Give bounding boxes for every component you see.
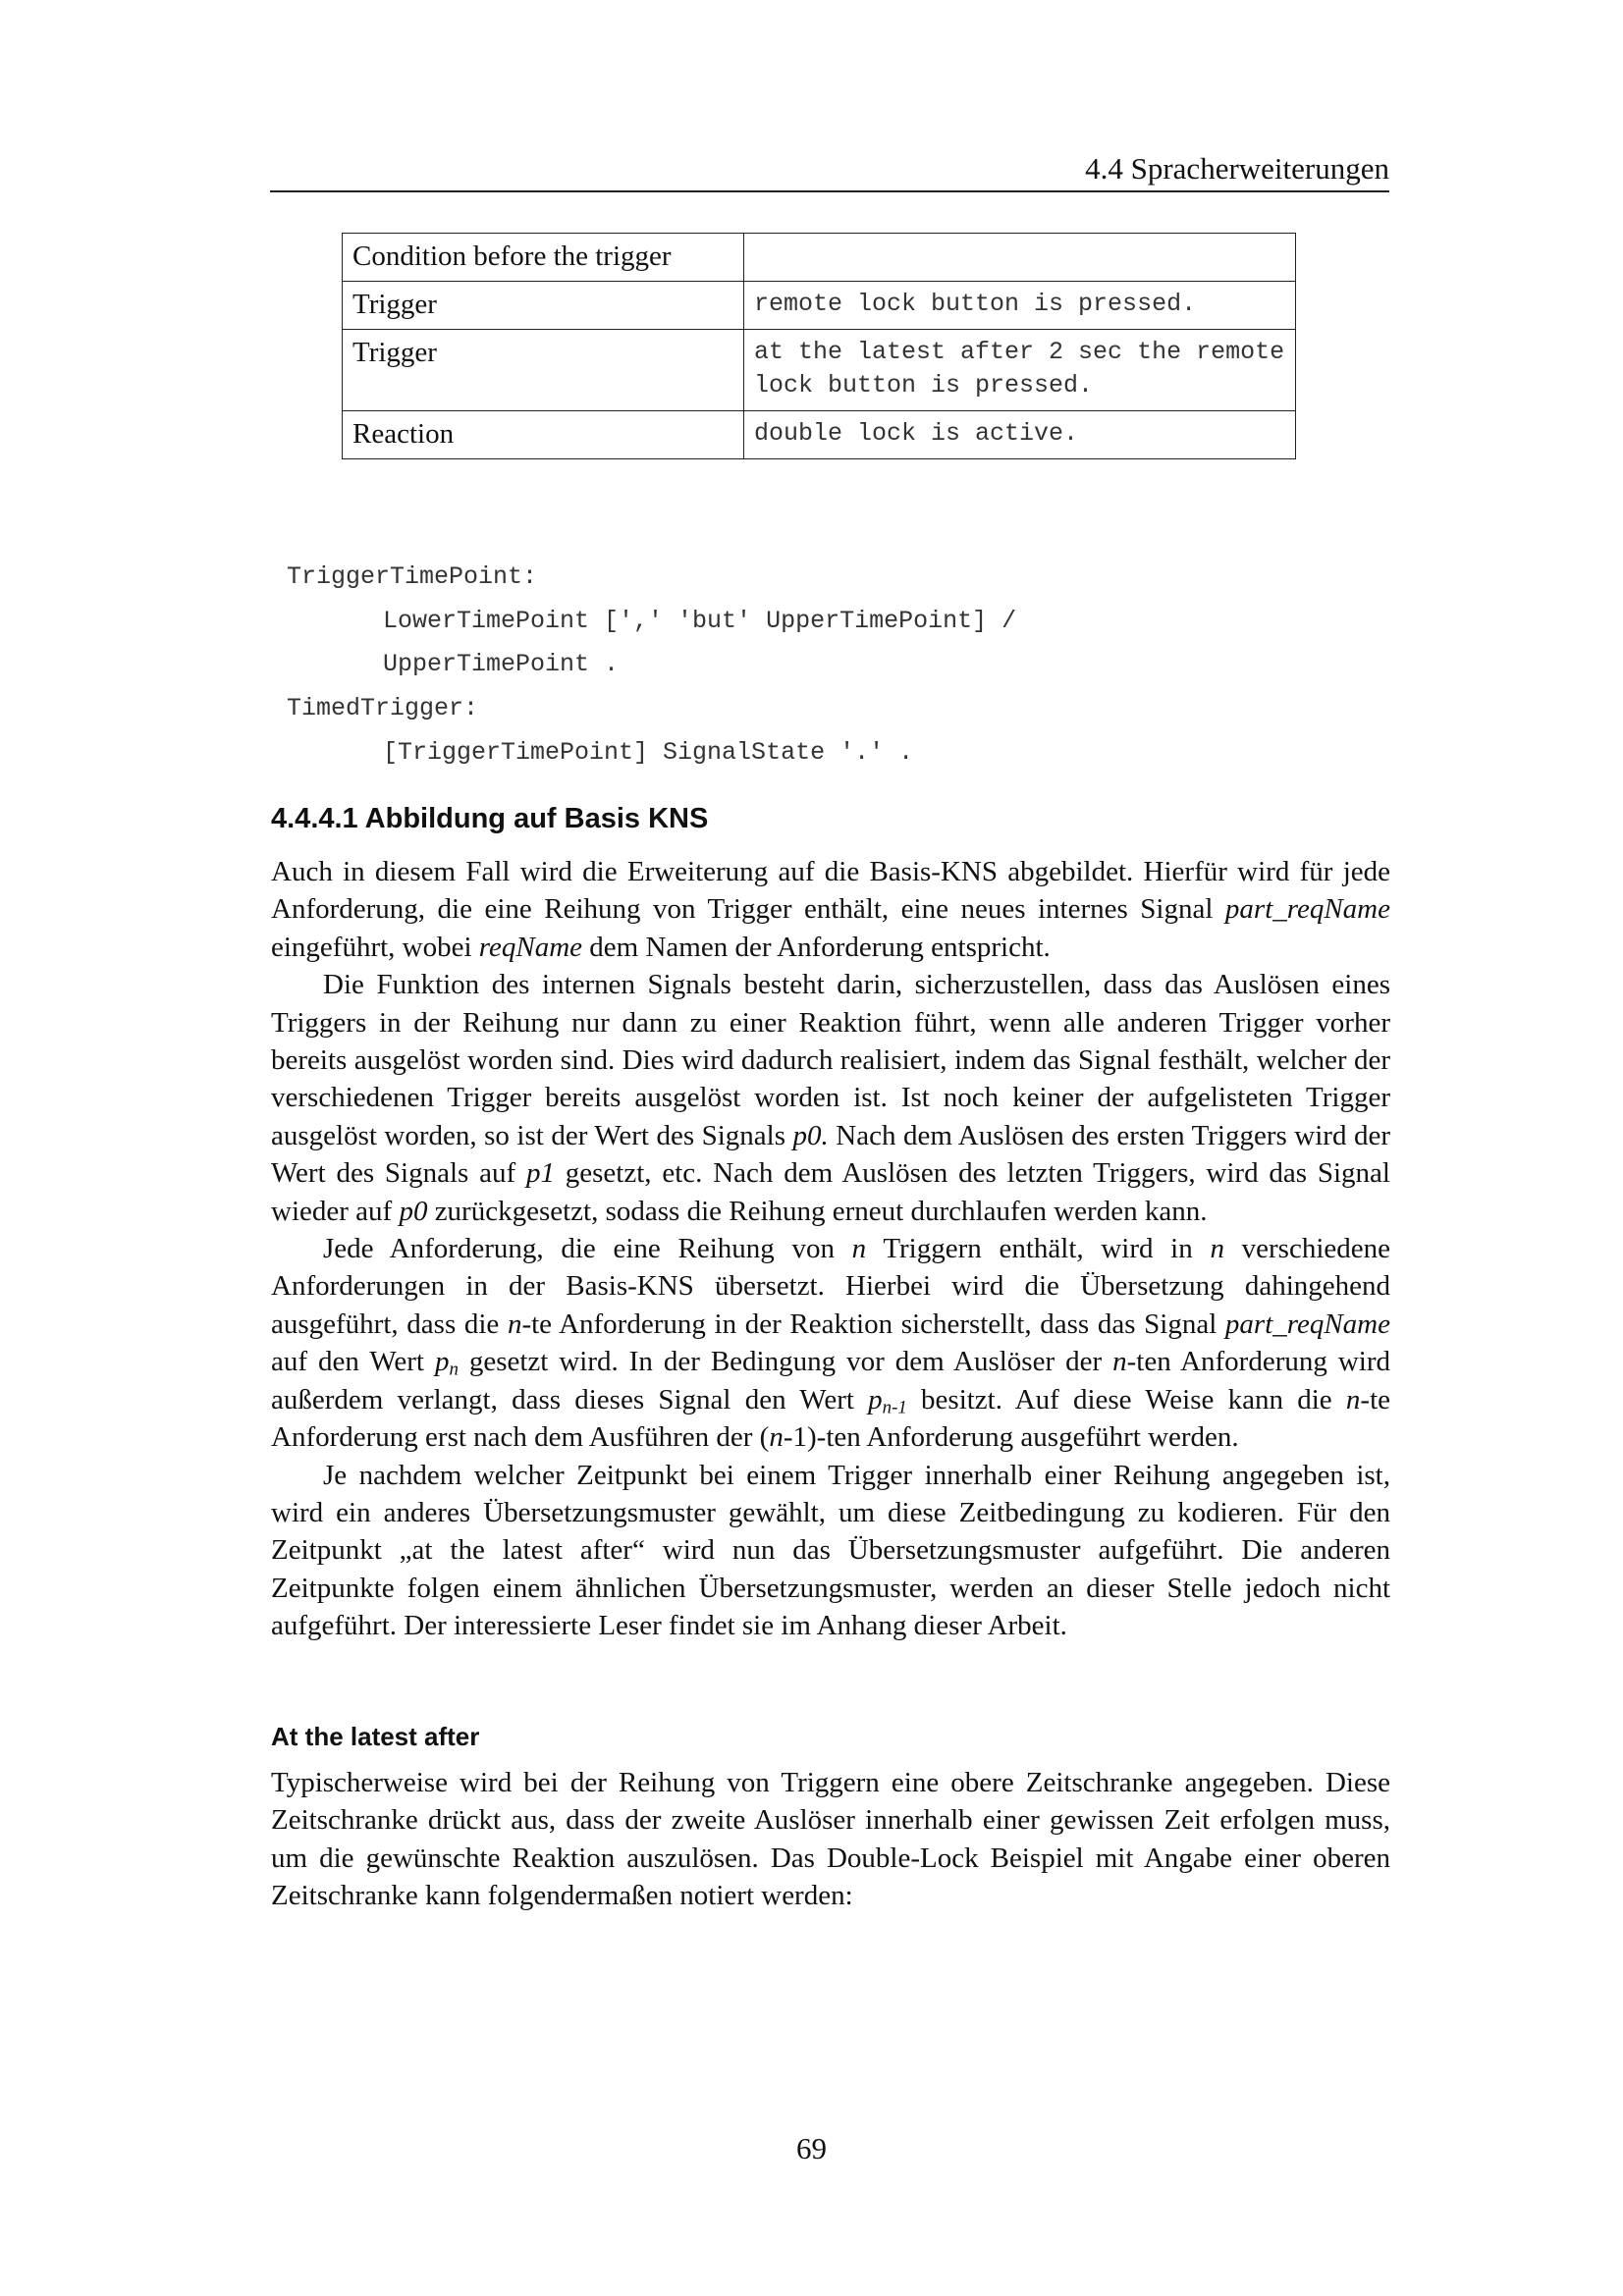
table-row [343, 234, 1296, 282]
subheading: At the latest after [271, 1722, 480, 1751]
emphasis: n [1345, 1383, 1361, 1415]
emphasis: n [769, 1421, 784, 1454]
emphasis: p [434, 1346, 450, 1378]
text-span: gesetzt, etc. Nach dem Auslösen des letzten Triggers, wird das Signal wieder auf [271, 1157, 1390, 1227]
text-span: -ten Anforderung wird außerdem verlangt, dass dieses Signal den Wert [271, 1346, 1390, 1415]
text-span: -1)-ten Anforderung ausgeführt werden. [783, 1421, 1239, 1454]
grammar-rule-body: LowerTimePoint [',' 'but' UpperTimePoint] / [383, 606, 1017, 635]
text-span: Jede Anforderung, die eine Reihung von [323, 1233, 852, 1265]
paragraph-2 [271, 966, 1390, 1230]
table-cell-value: double lock is active. [744, 411, 1296, 459]
text-span: dem Namen der Anforderung entspricht. [582, 931, 1051, 963]
grammar-listing [287, 556, 1269, 775]
table-cell-value: at the latest after 2 sec the remote lock button is pressed. [744, 330, 1296, 411]
emphasis: part_reqName [1224, 1308, 1390, 1340]
subscript [449, 1360, 458, 1380]
text-span: Auch in diesem Fall wird die Erweiterung auf die Basis-KNS abgebildet. Hierfür wird für jede Anforderung, die eine Reihung von Trigger enthält, eine neues internes Signal [271, 856, 1390, 926]
text-span: besitzt. Auf diese Weise kann die [906, 1383, 1346, 1415]
section-heading: 4.4.4.1 Abbildung auf Basis KNS [271, 803, 709, 834]
emphasis: part_reqName [1224, 893, 1390, 926]
running-head: 4.4 Spracherweiterungen [270, 149, 1389, 192]
table-row [343, 330, 1296, 411]
emphasis: p1 [525, 1157, 555, 1190]
emphasis: n [1112, 1346, 1127, 1378]
emphasis: n [851, 1233, 867, 1265]
text-span: -te Anforderung erst nach dem Ausführen der ( [271, 1383, 1390, 1454]
page-number: 69 [796, 2131, 827, 2165]
paragraph-1 [271, 853, 1390, 966]
text-span: gesetzt wird. In der Bedingung vor dem Auslöser der [458, 1346, 1113, 1378]
text-span: -te Anforderung in der Reaktion sicherstellt, dass das Signal [521, 1308, 1225, 1340]
paragraph-5: Typischerweise wird bei der Reihung von Triggern eine obere Zeitschranke angegeben. Diese Zeitschranke drückt aus, dass der zweite Auslöser innerhalb einer gewissen Zeit erfolgen muss, um die gewünschte Reaktion auszulösen. Das Double-Lock Beispiel mit Angabe einer oberen Zeitschranke kann folgendermaßen notiert werden: [271, 1767, 1390, 1912]
table-cell-label: Reaction [343, 411, 744, 459]
table-row [343, 411, 1296, 459]
table-cell-value: remote lock button is pressed. [744, 282, 1296, 330]
emphasis: p0. [792, 1119, 829, 1151]
text-span: eingeführt, wobei [271, 931, 479, 963]
grammar-rule-name: TimedTrigger: [287, 694, 479, 723]
grammar-rule-body: UpperTimePoint . [383, 650, 620, 679]
text-span: auf den Wert [271, 1346, 435, 1378]
text-span: Triggern enthält, wird in [866, 1233, 1211, 1265]
requirement-table [342, 233, 1296, 459]
table-cell-label: Condition before the trigger [343, 234, 744, 282]
emphasis: n [449, 1359, 459, 1380]
text-span: Nach dem Auslösen des ersten Triggers wird der Wert des Signals auf [271, 1119, 1390, 1190]
grammar-rule-body: [TriggerTimePoint] SignalState '.' . [383, 737, 914, 767]
body-text [271, 853, 1390, 1645]
text-span: verschiedene Anforderungen in der Basis-KNS übersetzt. Hierbei wird die Übersetzung dahingehend ausgeführt, dass die [271, 1233, 1391, 1340]
grammar-rule-name: TriggerTimePoint: [287, 562, 538, 591]
paragraph-3 [271, 1230, 1390, 1456]
table-cell-label: Trigger [343, 330, 744, 411]
emphasis: p0 [399, 1195, 428, 1227]
body-text [271, 1764, 1390, 1915]
paragraph-4: Je nachdem welcher Zeitpunkt bei einem Trigger innerhalb einer Reihung angegeben ist, wird ein anderes Übersetzungsmuster gewählt, um diese Zeitbedingung zu kodieren. Für den Zeitpunkt „at the latest after“ wird nun das Übersetzungsmuster aufgeführt. Die anderen Zeitpunkte folgen einem ähnlichen Übersetzungsmuster, werden an dieser Stelle jedoch nicht aufgeführt. Der interessierte Leser findet sie im Anhang dieser Arbeit. [271, 1459, 1390, 1642]
emphasis: n-1 [882, 1397, 907, 1418]
table-cell-label: Trigger [343, 282, 744, 330]
emphasis: n [507, 1308, 522, 1340]
emphasis: n [1210, 1233, 1224, 1265]
table-cell-value [744, 234, 1296, 282]
text-span: zurückgesetzt, sodass die Reihung erneut durchlaufen werden kann. [427, 1195, 1208, 1227]
emphasis: p [868, 1383, 883, 1415]
text-span: Die Funktion des internen Signals besteht darin, sicherzustellen, dass das Auslösen eines Triggers in der Reihung nur dann zu einer Reaktion führt, wenn alle anderen Trigger vorher bereits ausgelöst worden sind. Dies wird dadurch realisiert, indem das Signal festhält, welcher der verschiedenen Trigger bereits ausgelöst worden ist. Ist noch keiner der aufgelisteten Trigger ausgelöst worden, so ist der Wert des Signals [271, 969, 1390, 1151]
emphasis: reqName [478, 931, 583, 963]
table-row [343, 282, 1296, 330]
subscript [883, 1397, 907, 1417]
